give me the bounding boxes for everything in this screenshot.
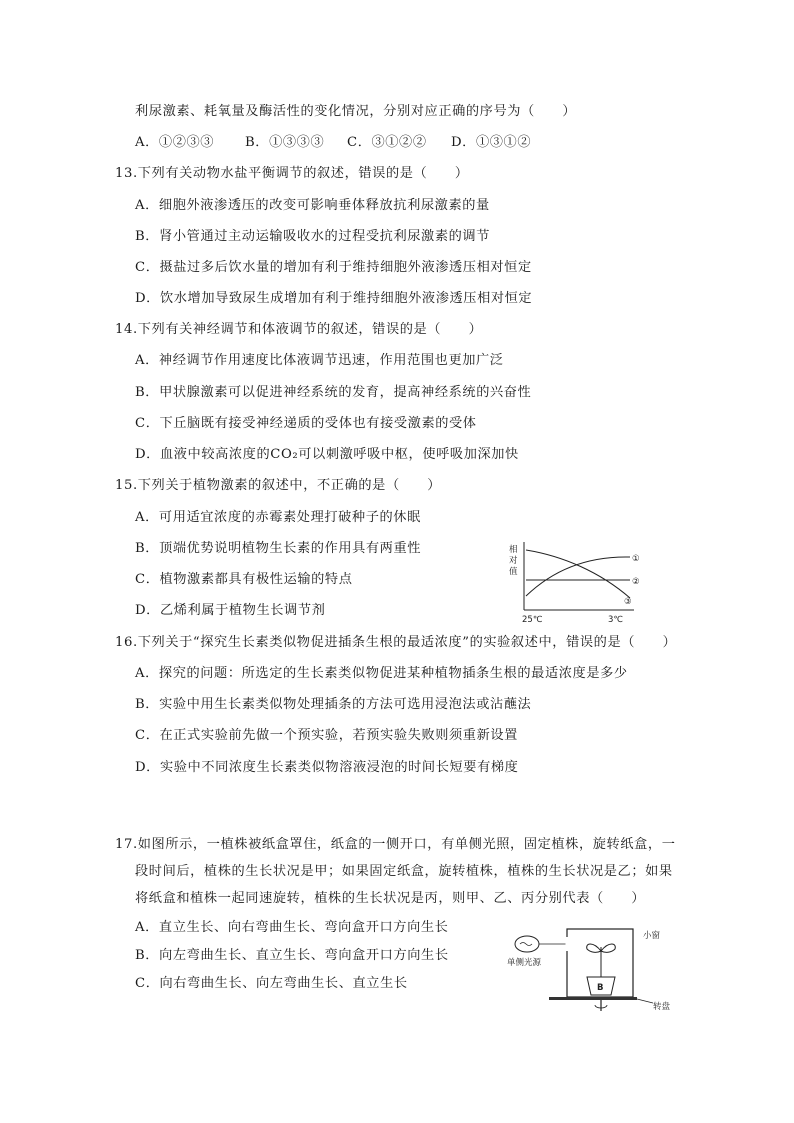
- q13-option-b: B．肾小管通过主动运输吸收水的过程受抗利尿激素的调节: [135, 229, 490, 244]
- turntable-plate: [549, 997, 637, 1000]
- q15-option-a: A．可用适宜浓度的赤霉素处理打破种子的休眠: [135, 510, 421, 525]
- plant-leaf-right: [601, 944, 615, 952]
- q14-option-c: C．下丘脑既有接受神经递质的受体也有接受激素的受体: [135, 416, 477, 431]
- graph-curve-1: [526, 557, 630, 596]
- q15-option-d: D．乙烯利属于植物生长调节剂: [135, 603, 326, 618]
- rotating-box-apparatus: [505, 925, 695, 1015]
- graph-ylabel-char-1: 相: [509, 545, 518, 555]
- light-wave-icon: [520, 943, 532, 946]
- q12-choice-b: B．①③③③: [245, 135, 325, 150]
- light-source-label: 单侧光源: [507, 958, 542, 968]
- q13-stem: 13.下列有关动物水盐平衡调节的叙述，错误的是（ ）: [115, 166, 469, 181]
- q16-option-d: D．实验中不同浓度生长素类似物溶液浸泡的时间长短要有梯度: [135, 760, 519, 775]
- q12-choice-c: C．③①②②: [347, 135, 427, 150]
- q17-option-c: C．向右弯曲生长、向左弯曲生长、直立生长: [135, 976, 408, 991]
- graph-x-right-label: 3℃: [608, 615, 623, 625]
- graph-curve-label-3: ③: [624, 597, 632, 607]
- graph-curve-label-2: ②: [632, 577, 640, 587]
- q16-stem: 16.下列关于“探究生长素类似物促进插条生根的最适浓度”的实验叙述中，错误的是（ ）: [115, 635, 677, 650]
- q17-option-a: A．直立生长、向右弯曲生长、弯向盒开口方向生长: [135, 920, 449, 935]
- turntable-label: 转盘: [653, 1002, 671, 1012]
- q14-option-a: A．神经调节作用速度比体液调节迅速，作用范围也更加广泛: [135, 353, 504, 368]
- window-label: 小窗: [643, 931, 661, 941]
- light-source-icon: [515, 936, 539, 952]
- q12-continuation: 利尿激素、耗氧量及酶活性的变化情况，分别对应正确的序号为（ ）: [135, 104, 577, 119]
- graph-x-left-label: 25℃: [522, 615, 543, 625]
- q16-option-a: A．探究的问题：所选定的生长素类似物促进某种植物插条生根的最适浓度是多少: [135, 666, 628, 681]
- q12-choices: [135, 135, 531, 151]
- turntable-pointer: [637, 999, 653, 1003]
- pot-label: B: [597, 983, 604, 993]
- graph-curve-label-1: ①: [632, 554, 640, 564]
- q16-option-c: C．在正式实验前先做一个预实验，若预实验失败则须重新设置: [135, 728, 518, 743]
- graph-ylabel-char-3: 值: [509, 567, 518, 577]
- q15-stem: 15.下列关于植物激素的叙述中，不正确的是（ ）: [115, 478, 442, 493]
- q17-stem-line-1: 17.如图所示，一植株被纸盒罩住，纸盒的一侧开口，有单侧光照，固定植株，旋转纸盒，一: [115, 837, 676, 852]
- q13-option-c: C．摄盐过多后饮水量的增加有利于维持细胞外液渗透压相对恒定: [135, 260, 532, 275]
- q12-choice-d: D．①③①②: [451, 135, 532, 150]
- q17-stem-line-3: 将纸盒和植株一起同速旋转，植株的生长状况是丙，则甲、乙、丙分别代表（ ）: [135, 891, 646, 906]
- relative-value-graph: [508, 540, 658, 626]
- q12-choice-a: A．①②③③: [135, 135, 215, 150]
- q14-option-d: D．血液中较高浓度的CO₂可以刺激呼吸中枢，使呼吸加深加快: [135, 447, 519, 462]
- graph-ylabel-char-2: 对: [509, 556, 518, 566]
- q15-option-b: B．顶端优势说明植物生长素的作用具有两重性: [135, 541, 422, 556]
- q17-option-b: B．向左弯曲生长、直立生长、弯向盒开口方向生长: [135, 948, 449, 963]
- q15-option-c: C．植物激素都具有极性运输的特点: [135, 572, 353, 587]
- q14-stem: 14.下列有关神经调节和体液调节的叙述，错误的是（ ）: [115, 322, 483, 337]
- q13-option-a: A．细胞外液渗透压的改变可影响垂体释放抗利尿激素的量: [135, 198, 490, 213]
- q13-option-d: D．饮水增加导致尿生成增加有利于维持细胞外液渗透压相对恒定: [135, 291, 533, 306]
- plant-leaf-left: [587, 944, 601, 952]
- q17-stem-line-2: 段时间后，植株的生长状况是甲；如果固定纸盒，旋转植株，植株的生长状况是乙；如果: [135, 864, 673, 879]
- q14-option-b: B．甲状腺激素可以促进神经系统的发育，提高神经系统的兴奋性: [135, 385, 532, 400]
- q16-option-b: B．实验中用生长素类似物处理插条的方法可选用浸泡法或沾蘸法: [135, 697, 532, 712]
